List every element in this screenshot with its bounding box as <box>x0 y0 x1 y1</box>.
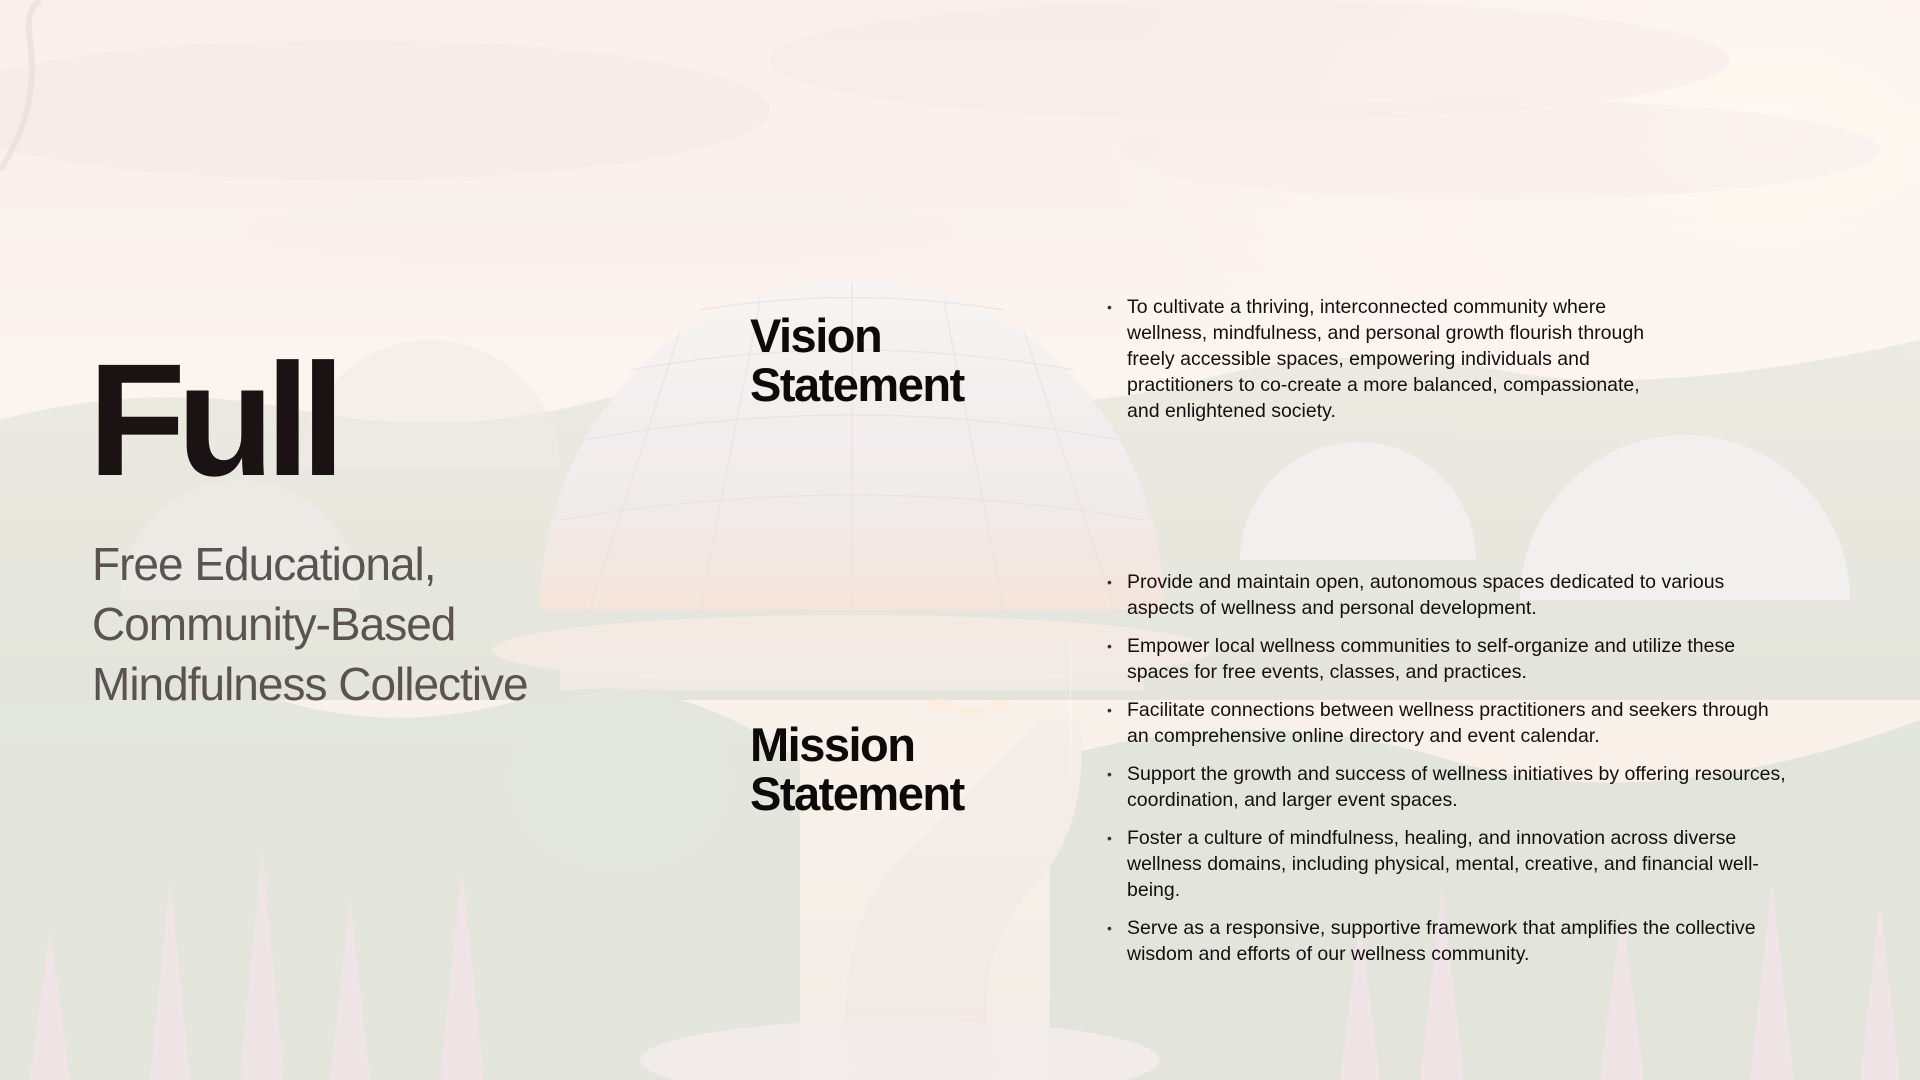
bullet-dot-icon: • <box>1107 766 1112 782</box>
bullet-dot-icon: • <box>1107 920 1112 936</box>
mission-item <box>1107 761 1787 813</box>
vision-item-text: To cultivate a thriving, interconnected community where wellness, mindfulness, and personal growth flourish through freely accessible spaces, empowering individuals and practitioners to co-create a more balanced, compassionate, and enlightened society. <box>1127 296 1645 422</box>
bullet-dot-icon: • <box>1107 638 1112 654</box>
mission-list <box>1107 569 1787 979</box>
mission-item-text: Support the growth and success of wellness initiatives by offering resources, coordination, and larger event spaces. <box>1127 763 1786 811</box>
bullet-dot-icon: • <box>1107 574 1112 590</box>
mission-item <box>1107 915 1787 967</box>
mission-item-text: Empower local wellness communities to self-organize and utilize these spaces for free events, classes, and practices. <box>1127 635 1736 683</box>
bullet-dot-icon: • <box>1107 830 1112 846</box>
mission-item-text: Facilitate connections between wellness practitioners and seekers through an comprehensive online directory and event calendar. <box>1127 699 1769 747</box>
mission-heading: Mission Statement <box>750 718 964 820</box>
mission-item <box>1107 697 1787 749</box>
vision-heading: Vision Statement <box>750 309 964 411</box>
bullet-dot-icon: • <box>1107 299 1112 315</box>
vision-item <box>1107 294 1647 424</box>
divider-line <box>1070 640 1071 780</box>
brand-title: Full <box>88 330 337 509</box>
mission-item-text: Provide and maintain open, autonomous spaces dedicated to various aspects of wellness and personal development. <box>1127 571 1725 619</box>
brand-subtitle: Free Educational, Community-Based Mindfulness Collective <box>92 538 528 710</box>
mission-item-text: Serve as a responsive, supportive framework that amplifies the collective wisdom and efforts of our wellness community. <box>1127 917 1756 965</box>
vision-list <box>1107 294 1647 436</box>
mission-item <box>1107 825 1787 903</box>
mission-item <box>1107 569 1787 621</box>
mission-item-text: Foster a culture of mindfulness, healing, and innovation across diverse wellness domains, including physical, mental, creative, and financial well-being. <box>1127 827 1759 901</box>
bullet-dot-icon: • <box>1107 702 1112 718</box>
mission-item <box>1107 633 1787 685</box>
